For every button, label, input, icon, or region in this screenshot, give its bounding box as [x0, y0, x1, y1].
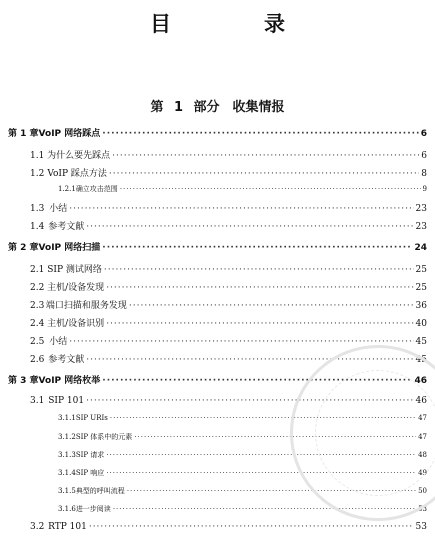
- toc-entry-section[interactable]: [30, 280, 427, 293]
- leader-dots: [102, 243, 412, 253]
- entry-page: 46: [414, 376, 427, 386]
- entry-label: 小结: [49, 337, 68, 347]
- toc-entry-section[interactable]: [30, 334, 427, 347]
- subsection-number: 3.1.2: [58, 433, 76, 441]
- entry-label: SIP 体系中的元素: [75, 433, 133, 441]
- entry-page: 49: [418, 469, 427, 477]
- subsection-number: 3.1.5: [58, 487, 76, 495]
- entry-page: 8: [421, 169, 427, 179]
- leader-dots: [129, 301, 414, 311]
- entry-label: 主机/设备识别: [47, 319, 105, 329]
- leader-dots: [113, 505, 416, 513]
- leader-dots: [134, 433, 416, 441]
- entry-page: 25: [415, 265, 427, 275]
- entry-label: 主机/设备发现: [47, 283, 105, 293]
- entry-label: SIP 请求: [75, 451, 105, 459]
- toc-entry-subsection[interactable]: [58, 414, 427, 422]
- entry-label: SIP 101: [48, 396, 85, 406]
- entry-label: 小结: [49, 204, 68, 214]
- subsection-number: 3.1.1: [58, 414, 76, 422]
- leader-dots: [106, 319, 413, 329]
- entry-page: 23: [415, 222, 427, 232]
- chapter-number: 第 3 章: [8, 376, 39, 386]
- entry-page: 46: [415, 396, 427, 406]
- subsection-number: 3.1.3: [58, 451, 76, 459]
- leader-dots: [127, 487, 416, 495]
- leader-dots: [102, 129, 418, 139]
- entry-page: 24: [414, 243, 427, 253]
- entry-label: 端口扫描和服务发现: [45, 301, 127, 311]
- section-number: 3.1: [30, 396, 45, 406]
- entry-label: 参考文献: [48, 355, 85, 365]
- part-title: 第 1 部分 收集情报: [150, 100, 285, 115]
- entry-label: 进一步阅读: [75, 505, 111, 513]
- entry-label: VoIP 踩点方法: [47, 169, 107, 179]
- toc-entry-subsection[interactable]: [58, 450, 427, 460]
- toc-entry-section[interactable]: [30, 148, 427, 161]
- leader-dots: [109, 169, 419, 179]
- entry-page: 25: [415, 283, 427, 293]
- leader-dots: [89, 522, 414, 532]
- toc-entry-section[interactable]: [30, 316, 427, 329]
- leader-dots: [106, 451, 416, 459]
- leader-dots: [104, 265, 414, 275]
- entry-page: 53: [418, 505, 427, 513]
- chapter-number: 第 1 章: [8, 129, 39, 139]
- toc-entry-section[interactable]: [30, 166, 427, 179]
- leader-dots: [69, 204, 413, 214]
- entry-label: 为什么要先踩点: [47, 151, 111, 161]
- toc-entry-chapter[interactable]: [8, 373, 427, 386]
- leader-dots: [106, 283, 413, 293]
- toc-entry-section[interactable]: [30, 352, 427, 365]
- toc-entry-section[interactable]: [30, 201, 427, 214]
- toc-entry-section[interactable]: [30, 219, 427, 232]
- entry-page: 23: [415, 204, 427, 214]
- leader-dots: [120, 185, 421, 193]
- entry-page: 47: [418, 414, 427, 422]
- toc-entry-subsection[interactable]: [58, 432, 427, 442]
- subsection-number: 1.2.1: [58, 185, 76, 193]
- entry-label: RTP 101: [48, 522, 87, 532]
- entry-label: SIP 响应: [75, 469, 105, 477]
- entry-label: VoIP 网络踩点: [38, 129, 101, 139]
- entry-page: 6: [420, 129, 427, 139]
- entry-page: 36: [415, 301, 427, 311]
- toc-entry-chapter[interactable]: [8, 240, 427, 253]
- section-number: 2.5: [30, 337, 45, 347]
- toc-entry-section[interactable]: [30, 396, 427, 406]
- subsection-number: 3.1.6: [58, 505, 76, 513]
- subsection-number: 3.1.4: [58, 469, 76, 477]
- toc-entry-subsection[interactable]: [58, 504, 427, 514]
- entry-page: 50: [418, 487, 427, 495]
- leader-dots: [86, 355, 413, 365]
- section-number: 2.1: [30, 265, 45, 275]
- entry-page: 45: [415, 337, 427, 347]
- entry-page: 9: [422, 185, 427, 193]
- entry-label: VoIP 网络枚举: [38, 376, 101, 386]
- toc-entry-subsection[interactable]: [58, 184, 427, 194]
- leader-dots: [102, 376, 412, 386]
- leader-dots: [112, 151, 419, 161]
- section-number: 3.2: [30, 522, 45, 532]
- section-number: 1.1: [30, 151, 45, 161]
- section-number: 2.6: [30, 355, 45, 365]
- page-title: 目 录: [150, 12, 321, 36]
- leader-dots: [106, 469, 416, 477]
- leader-dots: [86, 396, 413, 406]
- toc-entry-section[interactable]: [30, 522, 427, 532]
- leader-dots: [110, 414, 416, 422]
- section-number: 2.4: [30, 319, 45, 329]
- section-number: 1.4: [30, 222, 45, 232]
- toc-entry-subsection[interactable]: [58, 486, 427, 496]
- leader-dots: [69, 337, 413, 347]
- toc-entry-chapter[interactable]: [8, 126, 427, 139]
- toc-entry-section[interactable]: [30, 298, 427, 311]
- leader-dots: [86, 222, 413, 232]
- entry-label: 参考文献: [48, 222, 85, 232]
- entry-page: 40: [415, 319, 427, 329]
- chapter-number: 第 2 章: [8, 243, 39, 253]
- section-number: 2.3: [30, 301, 45, 311]
- toc-entry-subsection[interactable]: [58, 468, 427, 478]
- entry-label: 典型的呼叫流程: [75, 487, 125, 495]
- entry-page: 53: [415, 522, 427, 532]
- section-number: 1.2: [30, 169, 45, 179]
- entry-label: SIP URIs: [75, 414, 108, 422]
- section-number: 2.2: [30, 283, 45, 293]
- toc-entry-section[interactable]: [30, 262, 427, 275]
- entry-label: VoIP 网络扫描: [38, 243, 101, 253]
- entry-label: 确立攻击范围: [75, 185, 118, 193]
- entry-page: 6: [421, 151, 427, 161]
- entry-label: SIP 测试网络: [47, 265, 102, 275]
- entry-page: 45: [415, 355, 427, 365]
- entry-page: 48: [418, 451, 427, 459]
- section-number: 1.3: [30, 204, 45, 214]
- entry-page: 47: [418, 433, 427, 441]
